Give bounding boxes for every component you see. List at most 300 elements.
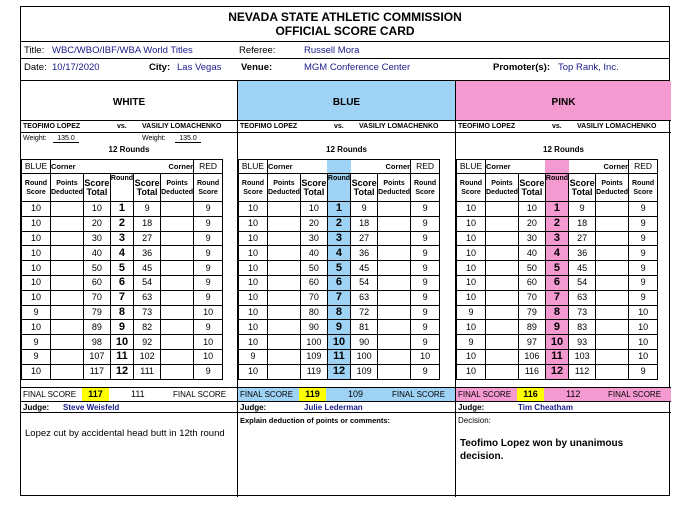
red-score-total: 45 bbox=[134, 261, 161, 276]
blue-score-total: 109 bbox=[300, 349, 327, 364]
decision-text: Teofimo Lopez won by unanimous decision. bbox=[460, 438, 624, 462]
round-row bbox=[239, 305, 440, 320]
blue-round-score: 9 bbox=[22, 349, 51, 364]
round-score-header: Round Score bbox=[194, 174, 223, 202]
red-score-total: 36 bbox=[569, 246, 596, 261]
red-boxer-name: VASILIY LOMACHENKO bbox=[142, 123, 222, 130]
comment-box bbox=[21, 412, 237, 497]
red-score-total: 54 bbox=[134, 275, 161, 290]
red-points-deducted bbox=[596, 231, 629, 246]
red-score-total: 81 bbox=[351, 320, 378, 335]
blue-score-total: 116 bbox=[518, 364, 545, 379]
red-score-total: 36 bbox=[351, 246, 378, 261]
points-deducted-header: Points Deducted bbox=[486, 174, 519, 202]
vs-label: vs. bbox=[334, 123, 344, 130]
red-round-score: 9 bbox=[411, 202, 440, 217]
blue-points-deducted bbox=[51, 305, 84, 320]
red-points-deducted bbox=[596, 275, 629, 290]
round-row bbox=[239, 216, 440, 231]
blue-points-deducted bbox=[486, 305, 519, 320]
blue-score-total: 89 bbox=[83, 320, 110, 335]
blue-score-total: 89 bbox=[518, 320, 545, 335]
blue-boxer-name: TEOFIMO LOPEZ bbox=[23, 123, 81, 130]
round-row bbox=[22, 320, 223, 335]
blue-points-deducted bbox=[486, 275, 519, 290]
round-number: 8 bbox=[545, 305, 568, 320]
blue-points-deducted bbox=[268, 246, 301, 261]
red-points-deducted bbox=[596, 364, 629, 379]
blue-round-score: 10 bbox=[457, 202, 486, 217]
red-score-total: 63 bbox=[134, 290, 161, 305]
judge-label: Judge: bbox=[240, 403, 267, 412]
score-total-header: Score Total bbox=[518, 174, 545, 202]
commission-title: NEVADA STATE ATHLETIC COMMISSION bbox=[228, 10, 462, 24]
blue-points-deducted bbox=[486, 216, 519, 231]
round-score-header: Round Score bbox=[239, 174, 268, 202]
red-score-total: 111 bbox=[134, 364, 161, 379]
corner-header-row bbox=[22, 160, 223, 174]
blue-round-score: 10 bbox=[239, 364, 268, 379]
red-points-deducted bbox=[596, 349, 629, 364]
blue-round-score: 10 bbox=[457, 216, 486, 231]
blue-score-total: 100 bbox=[300, 335, 327, 350]
round-row bbox=[239, 349, 440, 364]
round-row bbox=[22, 261, 223, 276]
round-row bbox=[239, 335, 440, 350]
round-row bbox=[239, 320, 440, 335]
points-deducted-header: Points Deducted bbox=[268, 174, 301, 202]
blue-points-deducted bbox=[51, 364, 84, 379]
round-number: 9 bbox=[110, 320, 133, 335]
final-score-label: FINAL SCORE bbox=[458, 390, 512, 399]
red-score-total: 18 bbox=[351, 216, 378, 231]
city-value: Las Vegas bbox=[177, 62, 222, 73]
blue-points-deducted bbox=[268, 349, 301, 364]
blue-points-deducted bbox=[268, 202, 301, 217]
blue-points-deducted bbox=[51, 216, 84, 231]
blue-score-total: 79 bbox=[518, 305, 545, 320]
red-round-score: 10 bbox=[629, 305, 658, 320]
round-number: 4 bbox=[110, 246, 133, 261]
round-number: 7 bbox=[327, 290, 350, 305]
blue-points-deducted bbox=[268, 364, 301, 379]
panel-color-name: BLUE bbox=[332, 97, 361, 108]
points-deducted-header: Points Deducted bbox=[161, 174, 194, 202]
red-points-deducted bbox=[161, 364, 194, 379]
blue-round-score: 10 bbox=[239, 216, 268, 231]
blue-points-deducted bbox=[486, 320, 519, 335]
panel-header bbox=[21, 81, 237, 121]
round-number: 6 bbox=[545, 275, 568, 290]
score-table bbox=[21, 159, 223, 380]
red-round-score: 9 bbox=[194, 231, 223, 246]
vs-label: vs. bbox=[552, 123, 562, 130]
red-score-total: 27 bbox=[134, 231, 161, 246]
blue-score-total: 98 bbox=[83, 335, 110, 350]
red-points-deducted bbox=[596, 305, 629, 320]
blue-points-deducted bbox=[268, 320, 301, 335]
round-row bbox=[22, 305, 223, 320]
red-score-total: 36 bbox=[134, 246, 161, 261]
red-points-deducted bbox=[161, 275, 194, 290]
blue-corner-label: BLUE bbox=[457, 160, 486, 174]
round-row bbox=[22, 202, 223, 217]
blue-score-total: 50 bbox=[518, 261, 545, 276]
points-deducted-header: Points Deducted bbox=[596, 174, 629, 202]
score-total-header: Score Total bbox=[351, 174, 378, 202]
blue-points-deducted bbox=[51, 231, 84, 246]
panel-white bbox=[21, 81, 237, 412]
final-score-red: 112 bbox=[566, 389, 581, 399]
blue-round-score: 10 bbox=[22, 246, 51, 261]
blue-score-total: 30 bbox=[300, 231, 327, 246]
round-number: 10 bbox=[110, 335, 133, 350]
blue-score-total: 79 bbox=[83, 305, 110, 320]
red-round-score: 9 bbox=[411, 231, 440, 246]
round-row bbox=[22, 231, 223, 246]
panel-pink bbox=[455, 81, 671, 412]
red-round-score: 9 bbox=[194, 246, 223, 261]
blue-round-score: 10 bbox=[457, 261, 486, 276]
final-score-row bbox=[21, 387, 237, 401]
red-points-deducted bbox=[596, 246, 629, 261]
red-round-score: 9 bbox=[194, 275, 223, 290]
round-row bbox=[22, 275, 223, 290]
panel-color-name: PINK bbox=[551, 97, 576, 108]
promoter-label: Promoter(s): bbox=[493, 62, 551, 73]
blue-score-total: 40 bbox=[83, 246, 110, 261]
blue-round-score: 10 bbox=[239, 335, 268, 350]
vs-label: vs. bbox=[117, 123, 127, 130]
blue-round-score: 9 bbox=[239, 349, 268, 364]
rounds-label: 12 Rounds bbox=[326, 145, 367, 154]
blue-score-total: 10 bbox=[518, 202, 545, 217]
red-score-total: 27 bbox=[351, 231, 378, 246]
blue-round-score: 10 bbox=[457, 349, 486, 364]
round-row bbox=[457, 275, 658, 290]
red-score-total: 9 bbox=[134, 202, 161, 217]
venue-value: MGM Conference Center bbox=[304, 62, 411, 73]
red-points-deducted bbox=[378, 216, 411, 231]
red-round-score: 9 bbox=[411, 246, 440, 261]
round-number: 7 bbox=[545, 290, 568, 305]
round-row bbox=[457, 335, 658, 350]
score-total-header: Score Total bbox=[134, 174, 161, 202]
red-points-deducted bbox=[378, 246, 411, 261]
red-score-total: 54 bbox=[351, 275, 378, 290]
score-total-header: Score Total bbox=[300, 174, 327, 202]
round-row bbox=[457, 305, 658, 320]
blue-round-score: 10 bbox=[22, 320, 51, 335]
red-points-deducted bbox=[161, 349, 194, 364]
red-points-deducted bbox=[596, 261, 629, 276]
red-round-score: 9 bbox=[194, 290, 223, 305]
blue-score-total: 97 bbox=[518, 335, 545, 350]
red-points-deducted bbox=[161, 335, 194, 350]
blue-points-deducted bbox=[486, 335, 519, 350]
red-round-score: 9 bbox=[411, 261, 440, 276]
red-score-total: 18 bbox=[569, 216, 596, 231]
round-row bbox=[457, 349, 658, 364]
blue-boxer-name: TEOFIMO LOPEZ bbox=[458, 123, 516, 130]
blue-weight-value: 135.0 bbox=[53, 135, 79, 143]
blue-points-deducted bbox=[268, 216, 301, 231]
round-number: 6 bbox=[327, 275, 350, 290]
round-header-spacer bbox=[327, 160, 350, 174]
red-weight-value: 135.0 bbox=[175, 135, 201, 143]
blue-points-deducted bbox=[51, 275, 84, 290]
blue-score-total: 20 bbox=[300, 216, 327, 231]
blue-score-total: 30 bbox=[518, 231, 545, 246]
red-round-score: 9 bbox=[411, 290, 440, 305]
blue-corner-label: BLUE bbox=[22, 160, 51, 174]
judge-name: Steve Weisfeld bbox=[63, 403, 120, 412]
final-score-label: FINAL SCORE bbox=[392, 390, 446, 399]
blue-round-score: 10 bbox=[239, 275, 268, 290]
red-points-deducted bbox=[596, 216, 629, 231]
blue-score-total: 50 bbox=[300, 261, 327, 276]
round-number: 3 bbox=[545, 231, 568, 246]
round-number: 3 bbox=[110, 231, 133, 246]
red-score-total: 63 bbox=[569, 290, 596, 305]
round-header: Round bbox=[110, 174, 133, 202]
blue-round-score: 10 bbox=[239, 261, 268, 276]
red-score-total: 102 bbox=[134, 349, 161, 364]
red-round-score: 10 bbox=[629, 320, 658, 335]
score-total-header: Score Total bbox=[83, 174, 110, 202]
date-label: Date: bbox=[24, 62, 47, 73]
red-score-total: 100 bbox=[351, 349, 378, 364]
blue-points-deducted bbox=[486, 349, 519, 364]
round-number: 11 bbox=[110, 349, 133, 364]
blue-round-score: 9 bbox=[457, 335, 486, 350]
comment-text: Lopez cut by accidental head butt in 12th round bbox=[25, 428, 225, 439]
red-round-score: 9 bbox=[411, 216, 440, 231]
blue-round-score: 10 bbox=[22, 231, 51, 246]
blue-score-total: 10 bbox=[83, 202, 110, 217]
round-number: 11 bbox=[545, 349, 568, 364]
red-round-score: 9 bbox=[411, 364, 440, 379]
red-round-score: 9 bbox=[194, 320, 223, 335]
blue-round-score: 10 bbox=[239, 305, 268, 320]
red-score-total: 45 bbox=[351, 261, 378, 276]
column-header-row bbox=[22, 174, 223, 202]
red-corner-text: Corner bbox=[569, 160, 629, 174]
round-score-header: Round Score bbox=[457, 174, 486, 202]
red-score-total: 54 bbox=[569, 275, 596, 290]
final-score-row bbox=[456, 387, 671, 401]
round-number: 6 bbox=[110, 275, 133, 290]
blue-score-total: 119 bbox=[300, 364, 327, 379]
blue-round-score: 10 bbox=[239, 290, 268, 305]
blue-score-total: 20 bbox=[518, 216, 545, 231]
blue-score-total: 70 bbox=[300, 290, 327, 305]
round-number: 1 bbox=[110, 202, 133, 217]
round-number: 10 bbox=[545, 335, 568, 350]
blue-points-deducted bbox=[268, 335, 301, 350]
blue-round-score: 10 bbox=[22, 261, 51, 276]
blue-round-score: 10 bbox=[239, 246, 268, 261]
blue-points-deducted bbox=[268, 275, 301, 290]
blue-score-total: 60 bbox=[300, 275, 327, 290]
deduction-box bbox=[237, 412, 455, 497]
red-round-score: 9 bbox=[629, 216, 658, 231]
red-boxer-name: VASILIY LOMACHENKO bbox=[359, 123, 439, 130]
score-total-header: Score Total bbox=[569, 174, 596, 202]
blue-round-score: 10 bbox=[22, 290, 51, 305]
blue-score-total: 10 bbox=[300, 202, 327, 217]
blue-corner-label: BLUE bbox=[239, 160, 268, 174]
red-points-deducted bbox=[378, 364, 411, 379]
blue-round-score: 10 bbox=[22, 202, 51, 217]
round-row bbox=[22, 246, 223, 261]
red-score-total: 109 bbox=[351, 364, 378, 379]
final-score-blue: 116 bbox=[517, 388, 544, 401]
red-points-deducted bbox=[378, 335, 411, 350]
red-points-deducted bbox=[378, 202, 411, 217]
round-number: 10 bbox=[327, 335, 350, 350]
round-number: 7 bbox=[110, 290, 133, 305]
points-deducted-header: Points Deducted bbox=[378, 174, 411, 202]
corner-header-row bbox=[457, 160, 658, 174]
blue-score-total: 70 bbox=[518, 290, 545, 305]
round-row bbox=[457, 290, 658, 305]
blue-points-deducted bbox=[268, 261, 301, 276]
red-corner-text: Corner bbox=[134, 160, 194, 174]
final-score-blue: 117 bbox=[82, 388, 109, 401]
blue-round-score: 9 bbox=[22, 305, 51, 320]
round-number: 8 bbox=[110, 305, 133, 320]
blue-round-score: 9 bbox=[22, 335, 51, 350]
round-row bbox=[457, 246, 658, 261]
round-row bbox=[22, 216, 223, 231]
blue-round-score: 10 bbox=[22, 216, 51, 231]
round-number: 12 bbox=[545, 364, 568, 379]
blue-points-deducted bbox=[486, 202, 519, 217]
decision-label: Decision: bbox=[458, 416, 491, 425]
round-row bbox=[22, 349, 223, 364]
final-score-red: 111 bbox=[131, 389, 145, 399]
red-round-score: 10 bbox=[629, 349, 658, 364]
blue-points-deducted bbox=[486, 231, 519, 246]
round-row bbox=[457, 364, 658, 379]
round-number: 2 bbox=[327, 216, 350, 231]
round-score-header: Round Score bbox=[411, 174, 440, 202]
red-round-score: 9 bbox=[629, 231, 658, 246]
round-number: 5 bbox=[327, 261, 350, 276]
red-points-deducted bbox=[596, 320, 629, 335]
blue-score-total: 90 bbox=[300, 320, 327, 335]
promoter-value: Top Rank, Inc. bbox=[558, 62, 619, 73]
red-score-total: 92 bbox=[134, 335, 161, 350]
round-number: 5 bbox=[110, 261, 133, 276]
blue-round-score: 9 bbox=[457, 305, 486, 320]
red-score-total: 93 bbox=[569, 335, 596, 350]
round-number: 4 bbox=[545, 246, 568, 261]
venue-label: Venue: bbox=[241, 62, 273, 73]
round-row bbox=[22, 290, 223, 305]
panel-blue bbox=[237, 81, 455, 412]
round-row bbox=[239, 246, 440, 261]
red-score-total: 18 bbox=[134, 216, 161, 231]
blue-points-deducted bbox=[51, 335, 84, 350]
red-boxer-name: VASILIY LOMACHENKO bbox=[577, 123, 657, 130]
red-score-total: 73 bbox=[569, 305, 596, 320]
blue-points-deducted bbox=[486, 290, 519, 305]
blue-score-total: 70 bbox=[83, 290, 110, 305]
round-number: 9 bbox=[327, 320, 350, 335]
blue-score-total: 40 bbox=[300, 246, 327, 261]
red-round-score: 9 bbox=[411, 275, 440, 290]
round-number: 12 bbox=[110, 364, 133, 379]
round-row bbox=[239, 231, 440, 246]
blue-round-score: 10 bbox=[457, 364, 486, 379]
title-label: Title: bbox=[24, 45, 45, 56]
red-score-total: 103 bbox=[569, 349, 596, 364]
red-score-total: 83 bbox=[569, 320, 596, 335]
blue-points-deducted bbox=[51, 290, 84, 305]
red-score-total: 112 bbox=[569, 364, 596, 379]
red-round-score: 9 bbox=[411, 335, 440, 350]
column-header-row bbox=[239, 174, 440, 202]
blue-round-score: 10 bbox=[457, 246, 486, 261]
round-number: 1 bbox=[545, 202, 568, 217]
red-round-score: 9 bbox=[194, 202, 223, 217]
blue-points-deducted bbox=[268, 231, 301, 246]
round-score-header: Round Score bbox=[22, 174, 51, 202]
blue-points-deducted bbox=[486, 261, 519, 276]
round-row bbox=[22, 335, 223, 350]
blue-round-score: 10 bbox=[457, 275, 486, 290]
blue-score-total: 107 bbox=[83, 349, 110, 364]
round-row bbox=[239, 202, 440, 217]
round-row bbox=[239, 364, 440, 379]
red-round-score: 10 bbox=[629, 335, 658, 350]
red-points-deducted bbox=[161, 246, 194, 261]
red-score-total: 9 bbox=[569, 202, 596, 217]
red-round-score: 10 bbox=[411, 349, 440, 364]
decision-box bbox=[455, 412, 671, 497]
red-score-total: 45 bbox=[569, 261, 596, 276]
blue-score-total: 30 bbox=[83, 231, 110, 246]
red-score-total: 73 bbox=[134, 305, 161, 320]
blue-points-deducted bbox=[51, 202, 84, 217]
blue-score-total: 117 bbox=[83, 364, 110, 379]
round-row bbox=[457, 320, 658, 335]
blue-score-total: 60 bbox=[83, 275, 110, 290]
red-points-deducted bbox=[378, 261, 411, 276]
blue-points-deducted bbox=[268, 305, 301, 320]
red-score-total: 72 bbox=[351, 305, 378, 320]
red-points-deducted bbox=[596, 202, 629, 217]
red-score-total: 82 bbox=[134, 320, 161, 335]
referee-label: Referee: bbox=[239, 45, 276, 56]
round-number: 9 bbox=[545, 320, 568, 335]
red-score-total: 90 bbox=[351, 335, 378, 350]
red-points-deducted bbox=[378, 290, 411, 305]
score-table bbox=[238, 159, 440, 380]
blue-round-score: 10 bbox=[22, 364, 51, 379]
title-row bbox=[21, 41, 669, 58]
city-label: City: bbox=[149, 62, 171, 73]
judge-name: Tim Cheatham bbox=[518, 403, 573, 412]
red-points-deducted bbox=[378, 349, 411, 364]
round-header-spacer bbox=[545, 160, 568, 174]
red-round-score: 9 bbox=[629, 364, 658, 379]
red-round-score: 9 bbox=[629, 246, 658, 261]
blue-round-score: 10 bbox=[457, 320, 486, 335]
final-score-label: FINAL SCORE bbox=[173, 390, 227, 399]
